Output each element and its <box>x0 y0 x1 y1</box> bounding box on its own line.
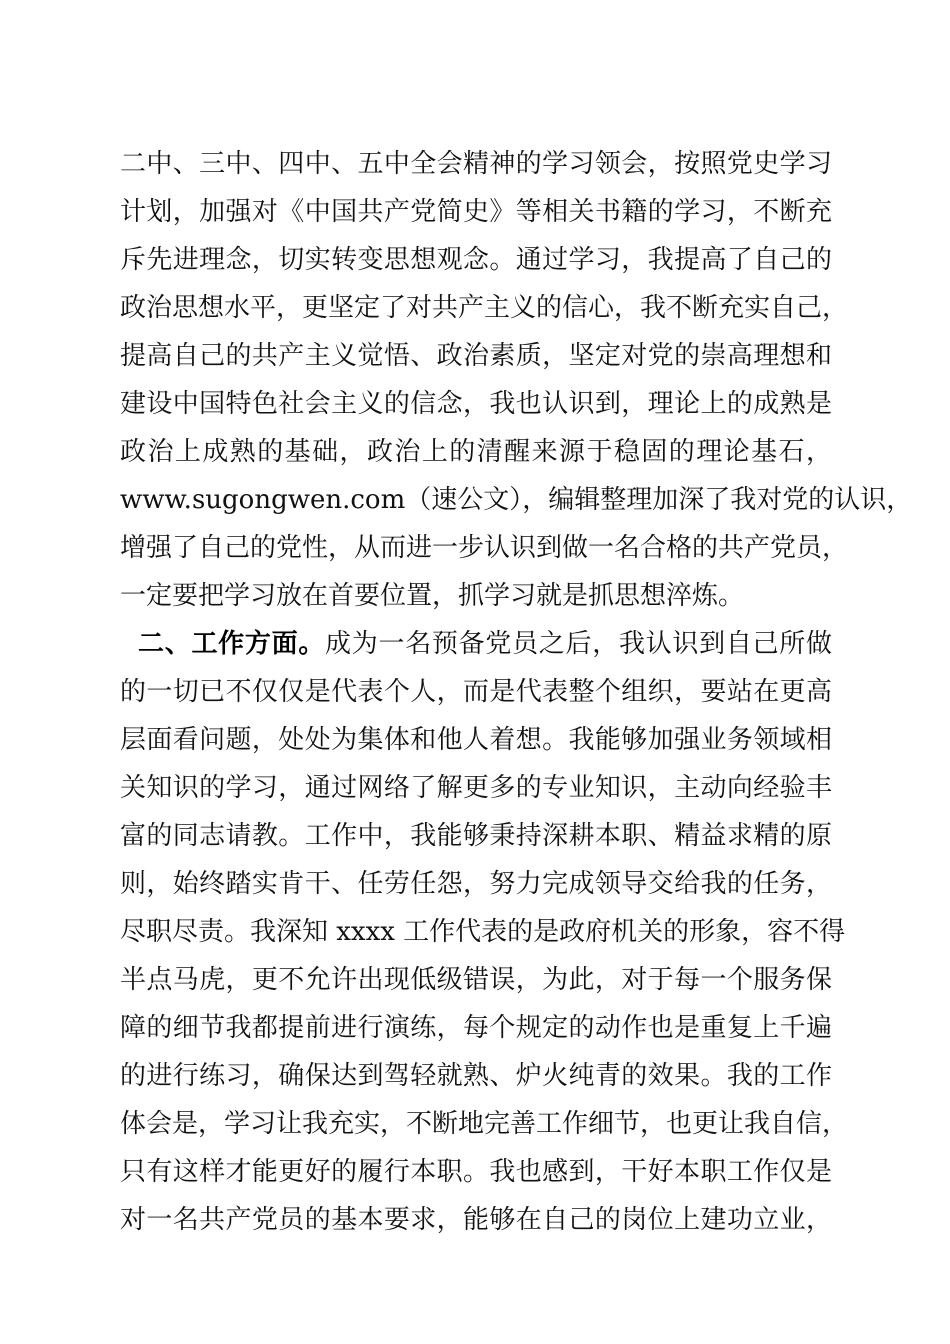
text-line: 建设中国特色社会主义的信念，我也认识到，理论上的成熟是 <box>120 389 832 419</box>
text-line: 只有这样才能更好的履行本职。我也感到，干好本职工作仅是 <box>120 1157 832 1187</box>
text-line: 增强了自己的党性，从而进一步认识到做一名合格的共产党员， <box>120 533 849 563</box>
section-heading: 二、工作方面。 <box>138 629 326 659</box>
text-line: 对一名共产党员的基本要求，能够在自己的岗位上建功立业， <box>120 1205 832 1235</box>
text-line: 关知识的学习，通过网络了解更多的专业知识，主动向经验丰 <box>120 773 832 803</box>
text-line: 的进行练习，确保达到驾轻就熟、炉火纯青的效果。我的工作 <box>120 1061 832 1091</box>
paragraph-first-line <box>120 620 832 668</box>
text-line-with-url: www.sugongwen.com（速公文），编辑整理加深了我对党的认识， <box>120 485 913 515</box>
text-line: 半点马虎，更不允许出现低级错误，为此，对于每一个服务保 <box>120 965 832 995</box>
document-body <box>120 140 913 1244</box>
text-line: 斥先进理念，切实转变思想观念。通过学习，我提高了自己的 <box>120 245 832 275</box>
text-line: 政治思想水平，更坚定了对共产主义的信心，我不断充实自己， <box>120 293 849 323</box>
text-line: 尽职尽责。我深知 xxxx 工作代表的是政府机关的形象，容不得 <box>120 917 846 947</box>
heading-line-text: 成为一名预备党员之后，我认识到自己所做 <box>325 629 832 659</box>
text-line: 富的同志请教。工作中，我能够秉持深耕本职、精益求精的原 <box>120 821 832 851</box>
text-line: 则，始终踏实肯干、任劳任怨，努力完成领导交给我的任务， <box>120 869 832 899</box>
paragraph-work <box>120 620 849 1244</box>
text-line: 层面看问题，处处为集体和他人着想。我能够加强业务领域相 <box>120 725 832 755</box>
text-line: 二中、三中、四中、五中全会精神的学习领会，按照党史学习 <box>120 149 832 179</box>
text-line: 障的细节我都提前进行演练，每个规定的动作也是重复上千遍 <box>120 1013 832 1043</box>
text-line: 计划，加强对《中国共产党简史》等相关书籍的学习，不断充 <box>120 197 832 227</box>
text-line: 的一切已不仅仅是代表个人，而是代表整个组织，要站在更高 <box>120 677 832 707</box>
text-line: 提高自己的共产主义觉悟、政治素质，坚定对党的崇高理想和 <box>120 341 832 371</box>
text-line: 一定要把学习放在首要位置，抓学习就是抓思想淬炼。 <box>120 581 745 611</box>
text-line: 政治上成熟的基础，政治上的清醒来源于稳固的理论基石， <box>120 437 832 467</box>
text-line: 体会是，学习让我充实，不断地完善工作细节，也更让我自信， <box>120 1109 849 1139</box>
paragraph-study <box>120 140 913 620</box>
